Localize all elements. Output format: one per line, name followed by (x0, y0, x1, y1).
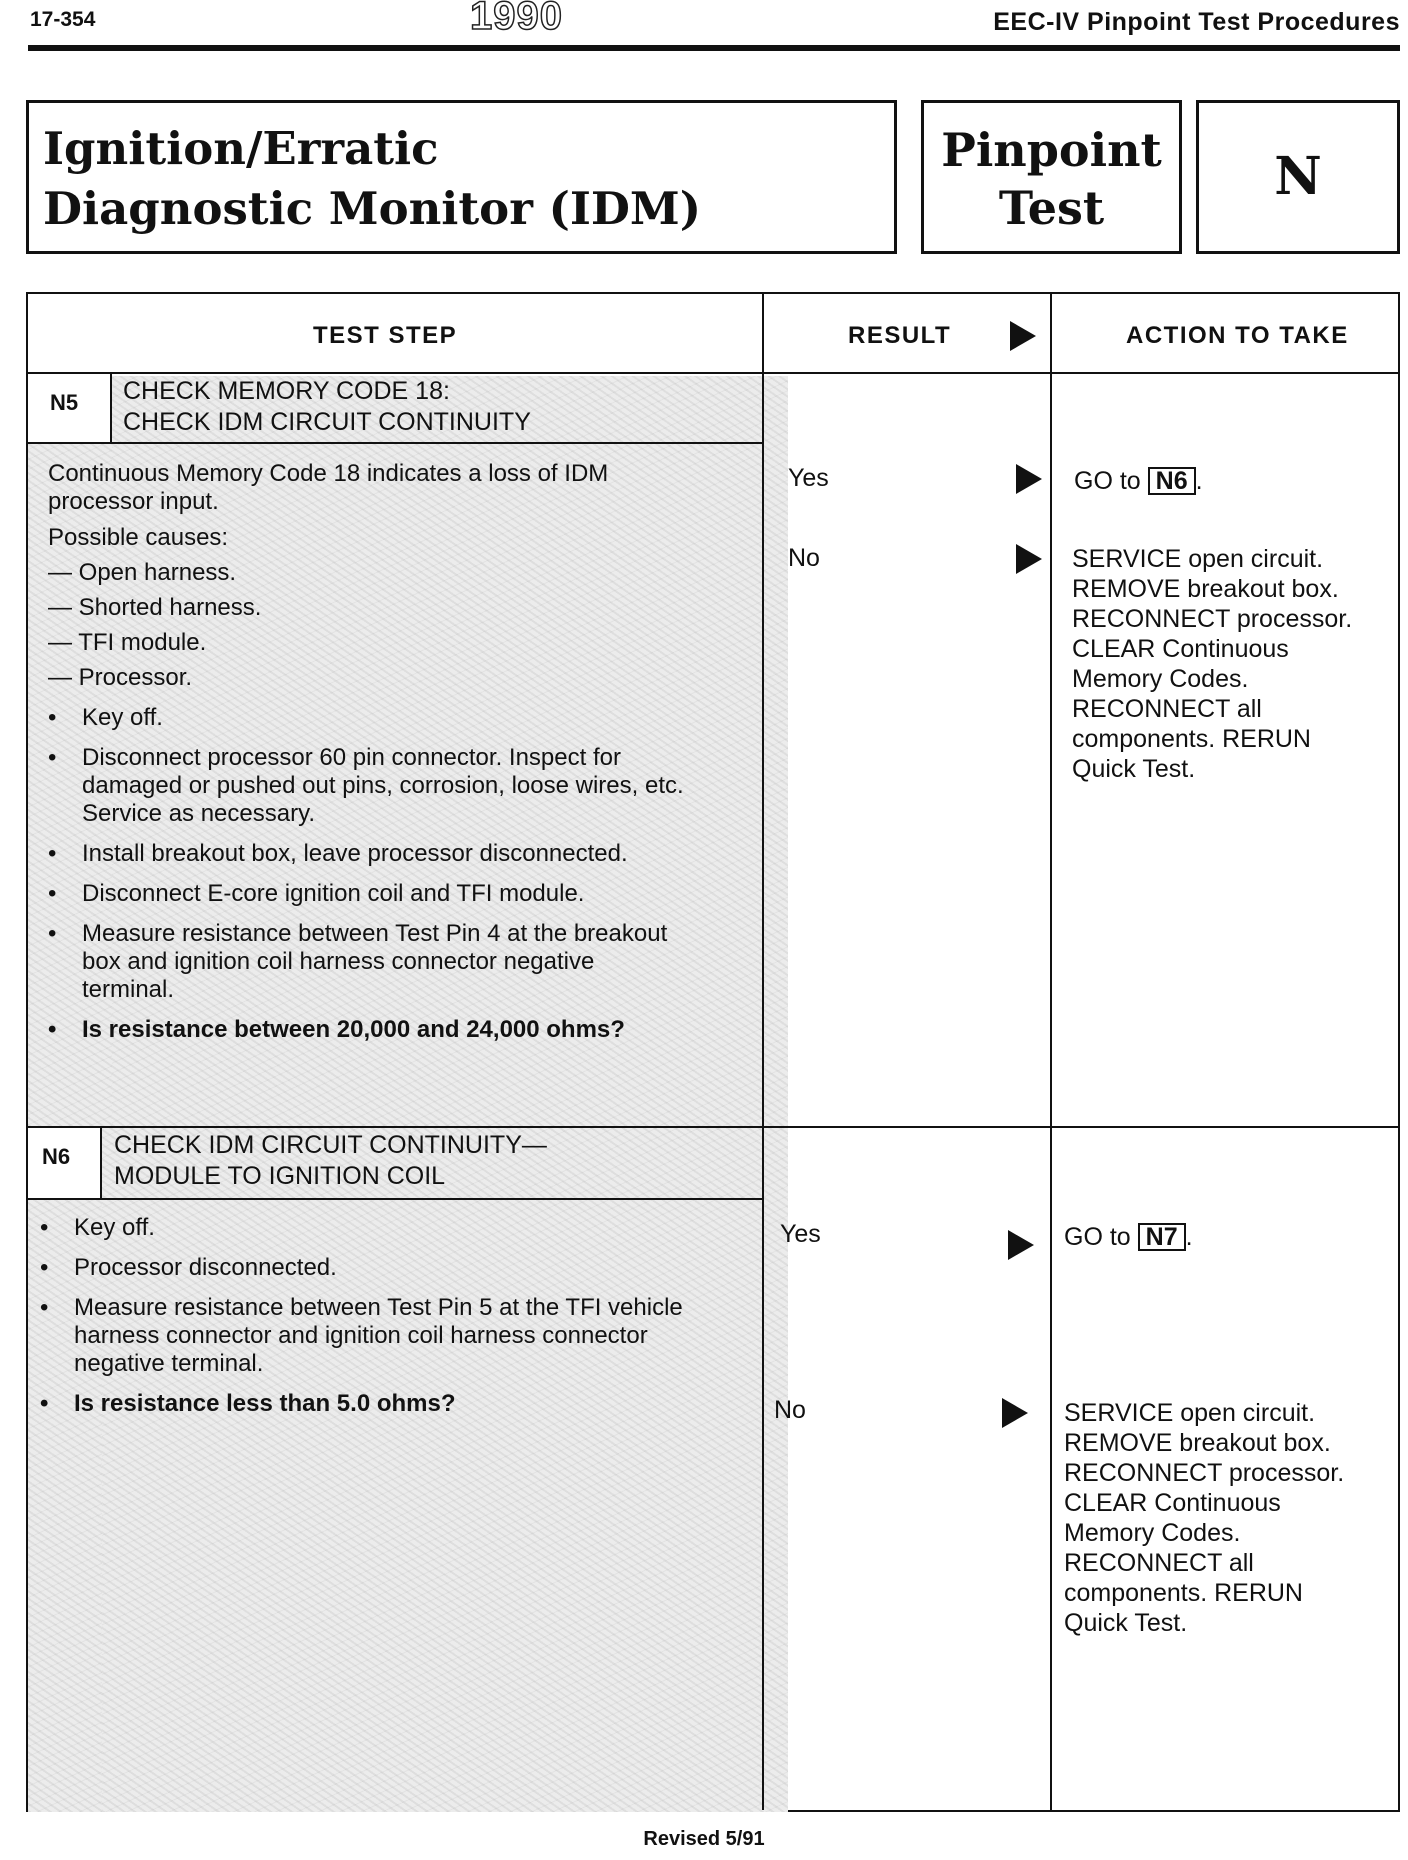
n5-bullet (48, 880, 738, 908)
n5-action-no (1072, 544, 1352, 784)
step-id-n5: N5 (50, 390, 79, 415)
step-title-n5-line2: CHECK IDM CIRCUIT CONTINUITY (123, 408, 531, 436)
n5-question (48, 1016, 738, 1044)
n5-cause-item: — Open harness. (48, 559, 237, 586)
test-title-box (26, 100, 897, 254)
page-number: 17-354 (30, 8, 96, 31)
bullet-icon: • (48, 840, 57, 867)
n5-bullet-text: Measure resistance between Test Pin 4 at the breakout box and ignition coil harness connector negative terminal. (82, 920, 668, 1003)
n6-action-line: CLEAR Continuous (1064, 1489, 1281, 1517)
n5-cause-item: — Processor. (48, 664, 193, 691)
n6-question-text: Is resistance less than 5.0 ohms? (74, 1390, 456, 1417)
step-title-n6-line2: MODULE TO IGNITION COIL (114, 1162, 446, 1190)
n5-bullet (48, 920, 682, 1004)
n5-question-text: Is resistance between 20,000 and 24,000 ohms? (82, 1016, 625, 1043)
n5-bullet-text: Disconnect E-core ignition coil and TFI module. (82, 880, 585, 907)
test-title-line2: Diagnostic Monitor (IDM) (43, 182, 702, 235)
n6-title-line (28, 1198, 762, 1200)
n6-action-line: SERVICE open circuit. (1064, 1399, 1316, 1427)
n5-title-line (28, 442, 762, 444)
n5-goto-ref: N6 (1148, 467, 1196, 495)
section-title: EEC-IV Pinpoint Test Procedures (993, 8, 1400, 36)
n6-bullet (40, 1214, 730, 1242)
n6-goto-suffix: . (1185, 1223, 1193, 1251)
n5-action-line: RECONNECT processor. (1072, 605, 1353, 633)
step-id-n6: N6 (42, 1144, 71, 1169)
bullet-icon: • (48, 880, 57, 907)
bullet-icon: • (40, 1214, 49, 1241)
n5-bullet-text: Disconnect processor 60 pin connector. Inspect for damaged or pushed out pins, corrosion, loose wires, etc. Service as necessary. (82, 744, 684, 827)
col-action: ACTION TO TAKE (1126, 322, 1349, 349)
col-test-step: TEST STEP (313, 322, 458, 349)
n6-action-yes (1064, 1222, 1193, 1252)
test-title-line1: Ignition/Erratic (43, 122, 439, 175)
step-title-n5 (123, 376, 531, 438)
n6-action-line: REMOVE breakout box. (1064, 1429, 1331, 1457)
n5-intro-line1: Continuous Memory Code 18 indicates a loss of IDM (48, 460, 609, 487)
bullet-icon: • (48, 744, 57, 771)
test-letter-box (1196, 100, 1400, 254)
n6-bullet (40, 1254, 730, 1282)
bullet-icon: • (40, 1390, 49, 1417)
n5-bullet (48, 840, 738, 868)
n6-action-line: Quick Test. (1064, 1609, 1188, 1637)
header-row-line (28, 372, 1398, 374)
n6-bullet-text: Key off. (74, 1214, 155, 1241)
n5-action-line: REMOVE breakout box. (1072, 575, 1339, 603)
n6-no-arrow-icon (1002, 1398, 1028, 1428)
pinpoint-label-line1: Pinpoint (941, 123, 1162, 177)
n6-goto-ref: N7 (1138, 1223, 1186, 1251)
step-body-n5 (48, 460, 738, 1056)
n6-action-line: RECONNECT all (1064, 1549, 1254, 1577)
n6-id-divider (100, 1128, 102, 1198)
step-body-n6 (40, 1214, 730, 1430)
n5-intro-line2: processor input. (48, 488, 219, 515)
bullet-icon: • (40, 1254, 49, 1281)
n6-action-line: RECONNECT processor. (1064, 1459, 1345, 1487)
n5-cause-item: — Shorted harness. (48, 594, 262, 621)
n5-goto-suffix: . (1195, 467, 1203, 495)
n5-action-line: Quick Test. (1072, 755, 1196, 783)
n5-no-arrow-icon (1016, 544, 1042, 574)
n5-action-yes (1074, 466, 1203, 496)
n5-result-no: No (788, 544, 820, 572)
n5-action-line: CLEAR Continuous (1072, 635, 1289, 663)
n5-id-divider (110, 374, 112, 442)
divider-result (762, 294, 764, 1810)
n6-bullet-text: Measure resistance between Test Pin 5 at the TFI vehicle harness connector and ignition coil harness connector negative terminal. (74, 1294, 683, 1377)
bullet-icon: • (48, 920, 57, 947)
n6-result-no: No (774, 1396, 806, 1424)
n6-action-line: Memory Codes. (1064, 1519, 1241, 1547)
n6-bullet-text: Processor disconnected. (74, 1254, 337, 1281)
n5-goto-label: GO to (1074, 467, 1141, 495)
step-title-n6-line1: CHECK IDM CIRCUIT CONTINUITY— (114, 1131, 547, 1159)
n6-goto-label: GO to (1064, 1223, 1131, 1251)
n6-action-line: components. RERUN (1064, 1579, 1303, 1607)
n5-result-yes: Yes (788, 464, 829, 492)
revision-footer: Revised 5/91 (643, 1828, 765, 1850)
col-result: RESULT (848, 322, 952, 349)
n5-bullet (48, 704, 738, 732)
n5-bullet-text: Key off. (82, 704, 163, 731)
step-title-n6 (114, 1130, 547, 1192)
n5-action-line: RECONNECT all (1072, 695, 1262, 723)
header-rule (28, 45, 1400, 51)
divider-action (1050, 294, 1052, 1810)
n5-action-line: SERVICE open circuit. (1072, 545, 1324, 573)
n5-action-line: components. RERUN (1072, 725, 1311, 753)
n5-bullet (48, 744, 702, 828)
year-label: 1990 (470, 0, 563, 38)
n6-bullet (40, 1294, 694, 1378)
n5-intro (48, 460, 738, 516)
bullet-icon: • (40, 1294, 49, 1321)
n5-cause-item: — TFI module. (48, 629, 207, 656)
bullet-icon: • (48, 704, 57, 731)
n5-action-line: Memory Codes. (1072, 665, 1249, 693)
pinpoint-test-box (921, 100, 1182, 254)
pinpoint-label-line2: Test (998, 181, 1105, 235)
n5-bullet-text: Install breakout box, leave processor disconnected. (82, 840, 628, 867)
n6-action-no (1064, 1398, 1344, 1638)
n6-result-yes: Yes (780, 1220, 821, 1248)
bullet-icon: • (48, 1016, 57, 1043)
n5-causes-label: Possible causes: (48, 524, 229, 551)
n6-question (40, 1390, 730, 1418)
n6-yes-arrow-icon (1008, 1230, 1034, 1260)
n5-yes-arrow-icon (1016, 464, 1042, 494)
result-arrow-icon (1010, 321, 1036, 351)
test-letter: N (1274, 146, 1322, 207)
step-title-n5-line1: CHECK MEMORY CODE 18: (123, 377, 450, 405)
procedure-table (26, 292, 1400, 1812)
step-divider-line (28, 1126, 1398, 1128)
